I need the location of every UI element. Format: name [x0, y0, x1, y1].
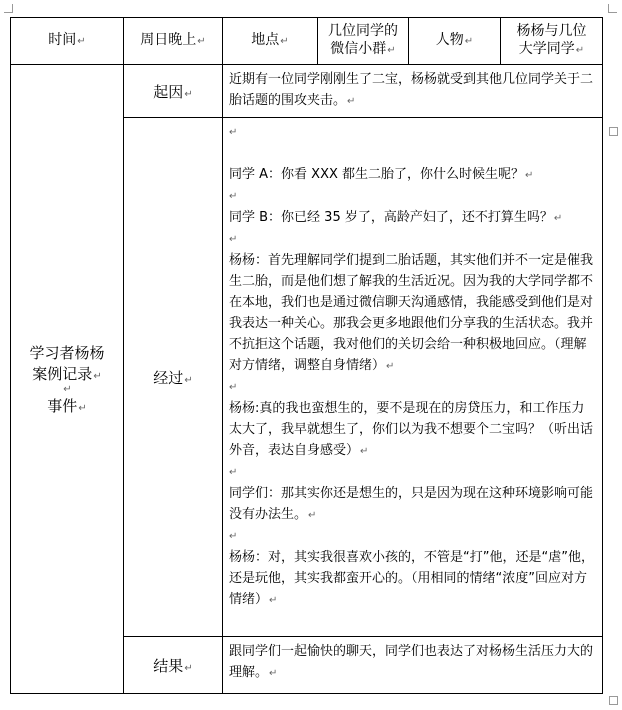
place-value-cell: 几位同学的 微信小群↵ — [318, 18, 409, 65]
time-label-cell: 时间↵ — [11, 18, 124, 65]
people-value-cell: 杨杨与几位 大学同学↵ — [501, 18, 603, 65]
cause-text: 近期有一位同学刚刚生了二宝，杨杨就受到其他几位同学关于二胎话题的围攻夹击。↵ — [223, 65, 603, 118]
result-label: 结果↵ — [124, 637, 223, 694]
process-text: ↵ 同学 A：你看 XXX 都生二胎了，你什么时候生呢？↵ ↵ 同学 B：你已经 35 岁了，高龄产妇了，还不打算生吗？↵ ↵ 杨杨：首先理解同学们提到二胎话题，其实他们并不一定是催我生二胎，而是他们想了解我的生活近况。因为我的大学同学都不在本地，我们也是通过微信聊天沟通感情，我能感受到他们是对我表达一种关心。那我会更多地跟他们分享我的生活状态。我并不抗拒这个话题，我对他们的关切会给一种积极地回应。（理解对方情绪，调整自身情绪）↵ ↵ 杨杨:真的我也蛮想生的，要不是现在的房贷压力，和工作压力太大了，我早就想生了，你们以为我不想要个二宝吗？（听出话外音，表达自身感受）↵ ↵ 同学们：那其实你还是想生的，只是因为现在这种环境影响可能没有办法生。↵ ↵ 杨杨：对，其实我很喜欢小孩的，不管是“打”他，还是“虐”他，还是玩他，其实我都蛮开心的。（用相同的情绪“浓度”回应对方情绪）↵ — [223, 118, 603, 637]
process-label: 经过↵ — [124, 118, 223, 637]
cause-row — [11, 65, 603, 118]
event-side-label: 学习者杨杨 案例记录↵ ↵ 事件↵ — [11, 65, 124, 694]
row-end-marker — [609, 696, 618, 705]
page-corner-mark — [608, 4, 617, 13]
dialogue-line: 同学 A：你看 XXX 都生二胎了，你什么时候生呢？↵ — [229, 167, 534, 182]
case-record-table — [10, 17, 603, 694]
result-text: 跟同学们一起愉快的聊天，同学们也表达了对杨杨生活压力大的理解。↵ — [223, 637, 603, 694]
header-row — [11, 18, 603, 65]
dialogue-line: 同学们：那其实你还是想生的，只是因为现在这种环境影响可能没有办法生。↵ — [229, 486, 594, 522]
cause-label: 起因↵ — [124, 65, 223, 118]
dialogue-line: 杨杨：对，其实我很喜欢小孩的，不管是“打”他，还是“虐”他，还是玩他，其实我都蛮开心的。（用相同的情绪“浓度”回应对方情绪）↵ — [229, 550, 594, 607]
page-corner-mark — [4, 4, 13, 13]
dialogue-line: 杨杨:真的我也蛮想生的，要不是现在的房贷压力，和工作压力太大了，我早就想生了，你们以为我不想要个二宝吗？（听出话外音，表达自身感受）↵ — [229, 401, 594, 458]
row-end-marker — [609, 127, 618, 136]
time-value-cell: 周日晚上↵ — [124, 18, 223, 65]
dialogue-line: 杨杨：首先理解同学们提到二胎话题，其实他们并不一定是催我生二胎，而是他们想了解我的生活近况。因为我的大学同学都不在本地，我们也是通过微信聊天沟通感情，我能感受到他们是对我表达一种关心。那我会更多地跟他们分享我的生活状态。我并不抗拒这个话题，我对他们的关切会给一种积极地回应。（理解对方情绪，调整自身情绪）↵ — [229, 253, 594, 373]
dialogue-line: 同学 B：你已经 35 岁了，高龄产妇了，还不打算生吗？↵ — [229, 210, 563, 225]
people-label-cell: 人物↵ — [409, 18, 501, 65]
place-label-cell: 地点↵ — [223, 18, 318, 65]
